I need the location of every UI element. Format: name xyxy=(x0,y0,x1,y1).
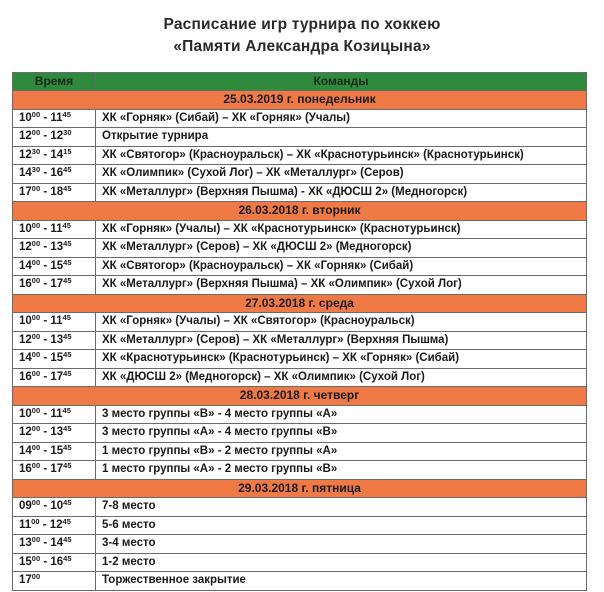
time-minutes: 00 xyxy=(31,350,41,360)
match-row xyxy=(13,498,587,517)
time-minutes: 45 xyxy=(63,442,72,452)
teams-cell: ХК «Краснотурьинск» (Краснотурьинск) – ХК «Горняк» (Сибай) xyxy=(96,350,587,369)
time-minutes: 00 xyxy=(31,276,41,286)
match-row xyxy=(13,146,587,165)
time-cell: $10^{00} - 11^{45}$ xyxy=(13,405,96,424)
teams-cell: ХК «Святогор» (Красноуральск) – ХК «Горняк» (Сибай) xyxy=(96,257,587,276)
time-hours: 18 xyxy=(50,185,64,198)
time-minutes: 45 xyxy=(63,257,72,267)
time-minutes: 15 xyxy=(63,146,72,156)
time-minutes: 00 xyxy=(31,220,41,230)
teams-cell: ХК «Горняк» (Учалы) – ХК «Краснотурьинск» (Краснотурьинск) xyxy=(96,220,587,239)
time-cell: $12^{00} - 13^{45}$ xyxy=(13,239,96,258)
time-cell xyxy=(13,572,96,591)
time-hours: 13 xyxy=(50,426,64,439)
time-cell: $12^{00} - 12^{30}$ xyxy=(13,128,96,147)
time-hours: 15 xyxy=(50,444,64,457)
match-row xyxy=(13,239,587,258)
date-row xyxy=(13,479,587,498)
time-hours: 16 xyxy=(19,278,32,291)
match-row xyxy=(13,516,587,535)
time-hours: 14 xyxy=(50,148,64,161)
time-hours: 16 xyxy=(50,167,64,180)
time-cell: $16^{00} - 17^{45}$ xyxy=(13,276,96,295)
time-minutes: 00 xyxy=(31,498,41,508)
page-title: Расписание игр турнира по хоккею xyxy=(163,16,441,33)
date-row xyxy=(13,387,587,406)
time-minutes: 00 xyxy=(31,128,41,138)
time-hours: 14 xyxy=(19,167,32,180)
date-label: 25.03.2019 г. понедельник xyxy=(13,91,587,110)
time-hours: 16 xyxy=(19,370,32,383)
time-minutes: 45 xyxy=(63,239,72,249)
time-cell: $14^{30} - 16^{45}$ xyxy=(13,165,96,184)
time-hours: 15 xyxy=(50,352,64,365)
time-cell: $16^{00} - 17^{45}$ xyxy=(13,368,96,387)
time-cell: $12^{30} - 14^{15}$ xyxy=(13,146,96,165)
time-hours: 17 xyxy=(19,185,32,198)
time-hours: 10 xyxy=(19,111,32,124)
time-minutes: 45 xyxy=(63,350,72,360)
time-minutes: 45 xyxy=(63,461,72,471)
match-row xyxy=(13,313,587,332)
time-minutes: 45 xyxy=(63,331,72,341)
date-row xyxy=(13,202,587,221)
time-cell: $15^{00} - 16^{45}$ xyxy=(13,553,96,572)
time-minutes: 00 xyxy=(31,461,41,471)
time-hours: 09 xyxy=(19,500,32,513)
teams-cell: 1 место группы «А» - 2 место группы «В» xyxy=(96,461,587,480)
teams-cell: Открытие турнира xyxy=(96,128,587,147)
teams-cell: ХК «Олимпик» (Сухой Лог) – ХК «Металлург» (Серов) xyxy=(96,165,587,184)
time-minutes: 45 xyxy=(62,516,71,526)
time-cell: $12^{00} - 13^{45}$ xyxy=(13,331,96,350)
time-hours: 12 xyxy=(19,426,32,439)
time-hours: 13 xyxy=(50,241,64,254)
time-hours: 10 xyxy=(19,222,32,235)
time-minutes: 45 xyxy=(63,498,72,508)
teams-cell: 5-6 место xyxy=(96,516,587,535)
time-minutes: 00 xyxy=(31,368,41,378)
time-cell: $14^{00} - 15^{45}$ xyxy=(13,442,96,461)
time-minutes: 00 xyxy=(31,572,41,582)
time-hours: 16 xyxy=(19,463,32,476)
header-row xyxy=(13,73,587,91)
time-cell: $14^{00} - 15^{45}$ xyxy=(13,257,96,276)
time-cell: $11^{00} - 12^{45}$ xyxy=(13,516,96,535)
match-row xyxy=(13,405,587,424)
time-minutes: 45 xyxy=(63,183,72,193)
match-row xyxy=(13,128,587,147)
page-subtitle: «Памяти Александра Козицына» xyxy=(173,38,431,55)
teams-cell: ХК «Металлург» (Верхняя Пышма) - ХК «ДЮСШ 2» (Медногорск) xyxy=(96,183,587,202)
date-row xyxy=(13,294,587,313)
time-hours: 14 xyxy=(50,537,64,550)
time-hours: 12 xyxy=(49,518,63,531)
time-minutes: 45 xyxy=(63,276,72,286)
time-minutes: 00 xyxy=(31,424,41,434)
time-hours: 12 xyxy=(19,333,32,346)
time-minutes: 45 xyxy=(62,220,71,230)
time-minutes: 00 xyxy=(31,442,41,452)
teams-cell: ХК «Металлург» (Серов) – ХК «Металлург» (Верхняя Пышма) xyxy=(96,331,587,350)
time-cell: $10^{00} - 11^{45}$ xyxy=(13,220,96,239)
time-hours: 12 xyxy=(19,241,32,254)
time-cell: $09^{00} - 10^{45}$ xyxy=(13,498,96,517)
time-minutes: 00 xyxy=(31,183,41,193)
time-hours: 11 xyxy=(50,407,63,420)
time-minutes: 45 xyxy=(63,368,72,378)
match-row xyxy=(13,331,587,350)
header-teams: Команды xyxy=(96,73,587,91)
match-row xyxy=(13,165,587,184)
date-row xyxy=(13,91,587,110)
date-label: 29.03.2018 г. пятница xyxy=(13,479,587,498)
time-minutes: 30 xyxy=(63,128,72,138)
time-minutes: 45 xyxy=(63,535,72,545)
time-hours: 11 xyxy=(19,518,32,531)
match-row xyxy=(13,220,587,239)
match-row xyxy=(13,535,587,554)
match-row xyxy=(13,257,587,276)
time-hours: 13 xyxy=(50,333,64,346)
time-minutes: 00 xyxy=(31,313,41,323)
match-row xyxy=(13,442,587,461)
time-cell: $14^{00} - 15^{45}$ xyxy=(13,350,96,369)
teams-cell: ХК «Металлург» (Верхняя Пышма) – ХК «Олимпик» (Сухой Лог) xyxy=(96,276,587,295)
teams-cell: Торжественное закрытие xyxy=(96,572,587,591)
match-row xyxy=(13,424,587,443)
time-hours: 17 xyxy=(50,370,64,383)
time-cell: $17^{00} - 18^{45}$ xyxy=(13,183,96,202)
match-row xyxy=(13,572,587,591)
teams-cell: 1-2 место xyxy=(96,553,587,572)
time-hours: 12 xyxy=(50,130,64,143)
teams-cell: 3-4 место xyxy=(96,535,587,554)
time-minutes: 00 xyxy=(31,257,41,267)
time-hours: 10 xyxy=(19,315,32,328)
match-row xyxy=(13,109,587,128)
time-minutes: 45 xyxy=(62,405,71,415)
schedule-body xyxy=(13,91,587,591)
match-row xyxy=(13,350,587,369)
time-minutes: 45 xyxy=(62,109,71,119)
time-cell: $13^{00} - 14^{45}$ xyxy=(13,535,96,554)
time-hours: 11 xyxy=(50,222,63,235)
teams-cell: ХК «Горняк» (Учалы) – ХК «Святогор» (Красноуральск) xyxy=(96,313,587,332)
time-hours: 13 xyxy=(19,537,32,550)
time-hours: 12 xyxy=(19,148,32,161)
teams-cell: ХК «Металлург» (Серов) – ХК «ДЮСШ 2» (Медногорск) xyxy=(96,239,587,258)
time-minutes: 00 xyxy=(31,239,41,249)
time-minutes: 30 xyxy=(31,165,41,175)
teams-cell: 3 место группы «А» - 4 место группы «В» xyxy=(96,424,587,443)
time-hours: 14 xyxy=(19,444,32,457)
date-label: 26.03.2018 г. вторник xyxy=(13,202,587,221)
time-hours: 14 xyxy=(19,352,32,365)
time-hours: 14 xyxy=(19,259,32,272)
time-hours: 12 xyxy=(19,130,32,143)
teams-cell: 1 место группы «В» - 2 место группы «А» xyxy=(96,442,587,461)
time-minutes: 45 xyxy=(63,165,72,175)
time-minutes: 45 xyxy=(63,424,72,434)
match-row xyxy=(13,553,587,572)
time-minutes: 00 xyxy=(31,553,41,563)
time-minutes: 45 xyxy=(63,553,72,563)
time-minutes: 30 xyxy=(31,146,41,156)
match-row xyxy=(13,276,587,295)
match-row xyxy=(13,368,587,387)
time-minutes: 00 xyxy=(31,331,41,341)
time-hours: 17 xyxy=(50,463,64,476)
time-hours: 15 xyxy=(19,555,32,568)
time-minutes: 00 xyxy=(31,516,40,526)
time-hours: 15 xyxy=(50,259,64,272)
match-row xyxy=(13,183,587,202)
time-minutes: 00 xyxy=(31,405,41,415)
time-minutes: 00 xyxy=(31,109,41,119)
teams-cell: 7-8 место xyxy=(96,498,587,517)
time-hours: 11 xyxy=(50,315,63,328)
time-cell: $12^{00} - 13^{45}$ xyxy=(13,424,96,443)
time-hours: 10 xyxy=(19,407,32,420)
header-time: Время xyxy=(13,73,96,91)
schedule-table xyxy=(12,72,587,591)
teams-cell: 3 место группы «В» - 4 место группы «А» xyxy=(96,405,587,424)
time-hours: 17 xyxy=(50,278,64,291)
teams-cell: ХК «Горняк» (Сибай) – ХК «Горняк» (Учалы) xyxy=(96,109,587,128)
time-cell: $10^{00} - 11^{45}$ xyxy=(13,313,96,332)
time-minutes: 00 xyxy=(31,535,41,545)
match-row xyxy=(13,461,587,480)
time-minutes: 45 xyxy=(62,313,71,323)
date-label: 28.03.2018 г. четверг xyxy=(13,387,587,406)
teams-cell: ХК «ДЮСШ 2» (Медногорск) – ХК «Олимпик» (Сухой Лог) xyxy=(96,368,587,387)
time-cell: $10^{00} - 11^{45}$ xyxy=(13,109,96,128)
time-cell: $16^{00} - 17^{45}$ xyxy=(13,461,96,480)
teams-cell: ХК «Святогор» (Красноуральск) – ХК «Краснотурьинск» (Краснотурьинск) xyxy=(96,146,587,165)
date-label: 27.03.2018 г. среда xyxy=(13,294,587,313)
time-hours: 16 xyxy=(50,555,64,568)
time-hours: 10 xyxy=(50,500,64,513)
time-hours: 17 xyxy=(19,574,32,587)
time-hours: 11 xyxy=(50,111,63,124)
